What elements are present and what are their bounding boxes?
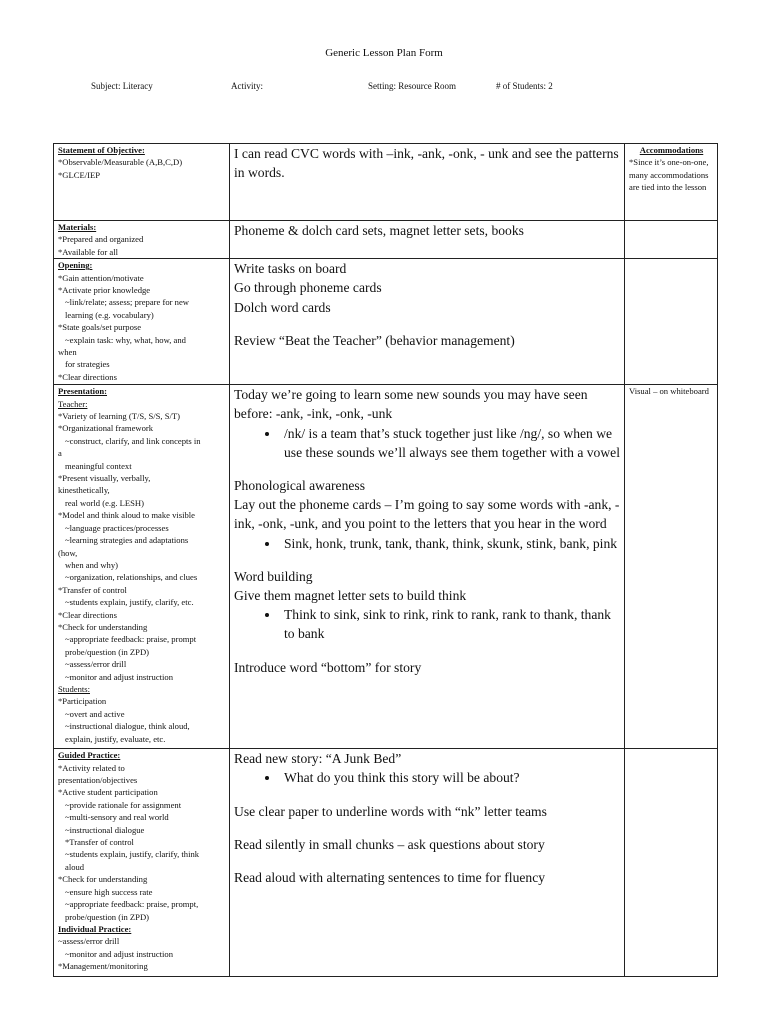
opening-accommodation-cell [625,259,718,385]
accommodations-text: *Since it’s one-on-one, many accommodations are tied into the lesson [629,157,709,193]
criteria-line: probe/question (in ZPD) [65,911,150,922]
criteria-line: ~explain task: why, what, how, and [65,334,186,345]
opening-text-cell [230,259,625,385]
criteria-line: *Prepared and organized [58,234,144,245]
guided-line: Use clear paper to underline words with “nk” letter teams [234,803,547,819]
presentation-closing: Introduce word “bottom” for story [234,659,422,675]
materials-accommodation-cell [625,221,718,259]
criteria-line: ~assess/error drill [65,659,127,670]
criteria-line: ~multi-sensory and real world [65,812,169,823]
individual-practice-heading: Individual Practice: [58,923,132,934]
criteria-line: aloud [65,861,85,872]
guided-line: Read silently in small chunks – ask questions about story [234,836,545,852]
opening-review: Review “Beat the Teacher” (behavior management) [234,332,515,348]
objective-row [54,144,718,221]
subject-field: Subject: Literacy [91,81,153,91]
teacher-label: Teacher: [58,398,88,409]
materials-text-cell [230,221,625,259]
phonological-heading: Phonological awareness [234,478,365,494]
guided-criteria-cell [54,749,230,977]
criteria-line: ~assess/error drill [58,936,120,947]
criteria-line: a [58,448,62,459]
guided-line: Read aloud with alternating sentences to time for fluency [234,870,546,886]
criteria-line: *Active student participation [58,787,158,798]
criteria-line: *State goals/set purpose [58,322,142,333]
word-building-heading: Word building [234,568,313,584]
criteria-line: ~instructional dialogue [65,824,145,835]
phonological-bullet: • Sink, honk, trunk, tank, thank, think, skunk, stink, bank, pink [280,534,621,553]
criteria-line: kinesthetically, [58,485,110,496]
criteria-line: when [58,347,77,358]
criteria-line: ~construct, clarify, and link concepts in [65,435,201,446]
presentation-intro: Today we’re going to learn some new sounds you may have seen before: -ank, -ink, -onk, -unk [234,387,588,422]
materials-criteria-cell [54,221,230,259]
criteria-line: ~appropriate feedback: praise, prompt, [65,899,199,910]
accommodations-cell [625,144,718,221]
materials-text: Phoneme & dolch card sets, magnet letter sets, books [234,223,524,238]
criteria-line: *Transfer of control [65,837,134,848]
presentation-accommodation: Visual – on whiteboard [629,386,709,397]
word-building-bullet: • Think to sink, sink to rink, rink to rank, rank to thank, thank to bank [280,605,621,643]
criteria-line: *Participation [58,696,107,707]
guided-accommodation-cell [625,749,718,977]
opening-criteria-cell [54,259,230,385]
phonological-text: Lay out the phoneme cards – I’m going to say some words with -ank, -ink, -onk, -unk, and you point to the letters that you hear in the word [234,497,620,532]
story-bullet: • What do you think this story will be about? [280,768,621,787]
criteria-line: ~provide rationale for assignment [65,799,182,810]
accommodations-heading: Accommodations [639,145,704,155]
criteria-line: *Observable/Measurable (A,B,C,D) [58,157,183,168]
criteria-line: *Gain attention/motivate [58,272,144,283]
criteria-line: *Transfer of control [58,584,127,595]
objective-text-cell [230,144,625,221]
criteria-line: *Clear directions [58,371,117,382]
objective-heading: Statement of Objective: [58,145,145,155]
criteria-line: *Management/monitoring [58,961,148,972]
guided-heading: Guided Practice: [58,750,121,761]
criteria-line: ~language practices/processes [65,522,169,533]
document-title: Generic Lesson Plan Form [325,47,443,59]
criteria-line: ~students explain, justify, clarify, etc. [65,597,194,608]
criteria-line: ~link/relate; assess; prepare for new [65,297,189,308]
presentation-heading: Presentation: [58,386,108,397]
guided-text-cell [230,749,625,977]
criteria-line: probe/question (in ZPD) [65,646,150,657]
criteria-line: ~learning strategies and adaptations [65,535,189,546]
story-line: Read new story: “A Junk Bed” [234,751,402,767]
presentation-text-cell [230,385,625,749]
presentation-criteria-cell [54,385,230,749]
activity-field: Activity: [231,81,263,91]
criteria-line: *Organizational framework [58,423,154,434]
criteria-line: *Check for understanding [58,874,148,885]
criteria-line: ~instructional dialogue, think aloud, [65,721,190,732]
presentation-accommodation-cell [625,385,718,749]
criteria-line: ~students explain, justify, clarify, think [65,849,200,860]
opening-line: Dolch word cards [234,299,331,315]
criteria-line: *Variety of learning (T/S, S/S, S/T) [58,411,180,422]
criteria-line: *Available for all [58,246,118,257]
opening-line: Go through phoneme cards [234,280,382,296]
criteria-line: *Check for understanding [58,621,148,632]
criteria-line: *Model and think aloud to make visible [58,510,196,521]
setting-field: Setting: Resource Room [368,81,456,91]
criteria-line: ~appropriate feedback: praise, prompt [65,634,197,645]
criteria-line: presentation/objectives [58,775,138,786]
criteria-line: real world (e.g. LESH) [65,497,144,508]
criteria-line: ~ensure high success rate [65,886,153,897]
criteria-line: learning (e.g. vocabulary) [65,309,154,320]
materials-heading: Materials: [58,222,97,232]
criteria-line: (how, [58,547,78,558]
criteria-line: *Present visually, verbally, [58,473,151,484]
opening-line: Write tasks on board [234,261,347,277]
criteria-line: explain, justify, evaluate, etc. [65,733,166,744]
criteria-line: ~monitor and adjust instruction [65,671,174,682]
word-building-text: Give them magnet letter sets to build think [234,588,467,604]
presentation-row [54,385,718,749]
criteria-line: ~organization, relationships, and clues [65,572,198,583]
students-label: Students: [58,683,90,694]
opening-heading: Opening: [58,260,93,271]
objective-criteria-cell [54,144,230,221]
criteria-line: *Activate prior knowledge [58,285,151,296]
criteria-line: ~monitor and adjust instruction [65,948,174,959]
criteria-line: *Clear directions [58,609,117,620]
criteria-line: *Activity related to [58,762,125,773]
criteria-line: ~overt and active [65,708,125,719]
criteria-line: for strategies [65,359,110,370]
students-count-field: # of Students: 2 [496,81,553,91]
objective-text: I can read CVC words with –ink, -ank, -onk, - unk and see the patterns in words. [234,146,619,181]
presentation-intro-bullet: • /nk/ is a team that’s stuck together just like /ng/, so when we use these sounds we’ll always see them together with a vowel [280,424,621,462]
guided-practice-row [54,749,718,977]
criteria-line: meaningful context [65,460,132,471]
criteria-line: *GLCE/IEP [58,169,101,180]
opening-row [54,259,718,385]
criteria-line: when and why) [65,559,118,570]
materials-row [54,221,718,259]
lesson-plan-table [53,143,718,977]
